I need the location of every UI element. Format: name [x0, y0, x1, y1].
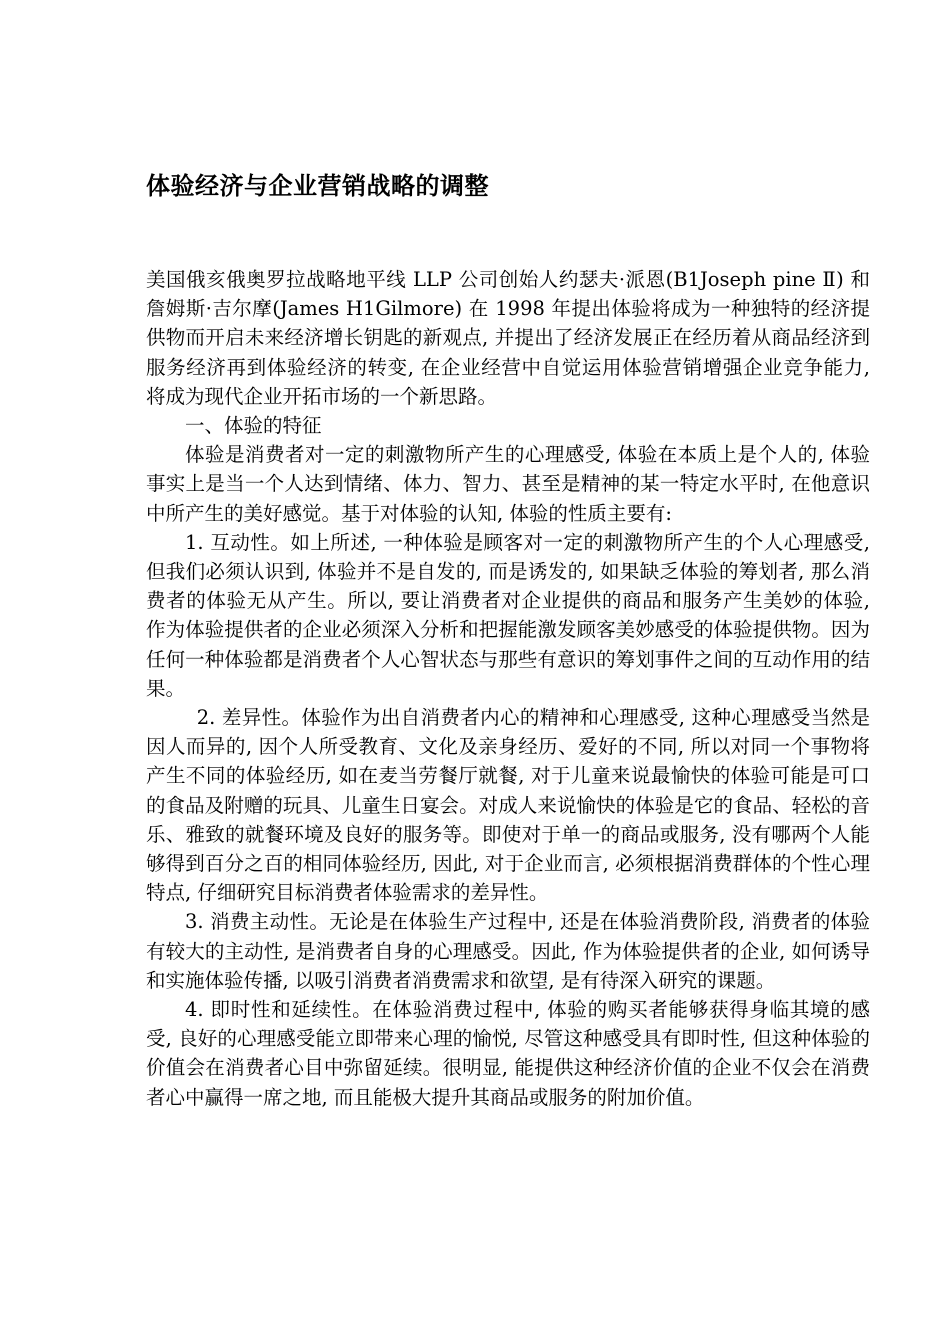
list-item-difference: 2. 差异性。体验作为出自消费者内心的精神和心理感受, 这种心理感受当然是因人而异的, 因个人所受教育、文化及亲身经历、爱好的不同, 所以对同一个事物将产生不同的体验经历, 如在麦当劳餐厅就餐, 对于儿童来说最愉快的体验可能是可口的食品及附赠的玩具、儿童生日宴会。对成人来说愉快的体验是它的食品、轻松的音乐、雅致的就餐环境及良好的服务等。即使对于单一的商品或服务, 没有哪两个人能够得到百分之百的相同体验经历, 因此, 对于企业而言, 必须根据消费群体的个性心理特点, 仔细研究目标消费者体验需求的差异性。: [146, 706, 870, 905]
list-item-immediacy: 4. 即时性和延续性。在体验消费过程中, 体验的购买者能够获得身临其境的感受, 良好的心理感受能立即带来心理的愉悦, 尽管这种感受具有即时性, 但这种体验的价值会在消费者心目中弥留延续。很明显, 能提供这种经济价值的企业不仅会在消费者心中赢得一席之地, 而且能极大提升其商品或服务的附加价值。: [146, 998, 870, 1109]
section-heading: 一、体验的特征: [185, 414, 322, 438]
document-title: 体验经济与企业营销战略的调整: [146, 172, 489, 200]
list-item-interactivity: 1. 互动性。如上所述, 一种体验是顾客对一定的刺激物所产生的个人心理感受, 但我们必须认识到, 体验并不是自发的, 而是诱发的, 如果缺乏体验的筹划者, 那么消费者的体验无从产生。所以, 要让消费者对企业提供的商品和服务产生美妙的体验, 作为体验提供者的企业必须深入分析和把握能激发顾客美妙感受的体验提供物。因为任何一种体验都是消费者个人心智状态与那些有意识的筹划事件之间的互动作用的结果。: [146, 530, 870, 700]
intro-paragraph: 美国俄亥俄奥罗拉战略地平线 LLP 公司创始人约瑟夫·派恩(B1Joseph pine Ⅱ) 和詹姆斯·吉尔摩(James H1Gilmore) 在 1998 年提出体验将成为一种独特的经济提供物而开启未来经济增长钥匙的新观点, 并提出了经济发展正在经历着从商品经济到服务经济再到体验经济的转变, 在企业经营中自觉运用体验营销增强企业竞争能力, 将成为现代企业开拓市场的一个新思路。: [146, 268, 870, 408]
body-paragraph: 体验是消费者对一定的刺激物所产生的心理感受, 体验在本质上是个人的, 体验事实上是当一个人达到情绪、体力、智力、甚至是精神的某一特定水平时, 在他意识中所产生的美好感觉。基于对体验的认知, 体验的性质主要有:: [146, 443, 870, 525]
list-item-initiative: 3. 消费主动性。无论是在体验生产过程中, 还是在体验消费阶段, 消费者的体验有较大的主动性, 是消费者自身的心理感受。因此, 作为体验提供者的企业, 如何诱导和实施体验传播, 以吸引消费者消费需求和欲望, 是有待深入研究的课题。: [146, 910, 870, 992]
document-body: [146, 265, 870, 1112]
